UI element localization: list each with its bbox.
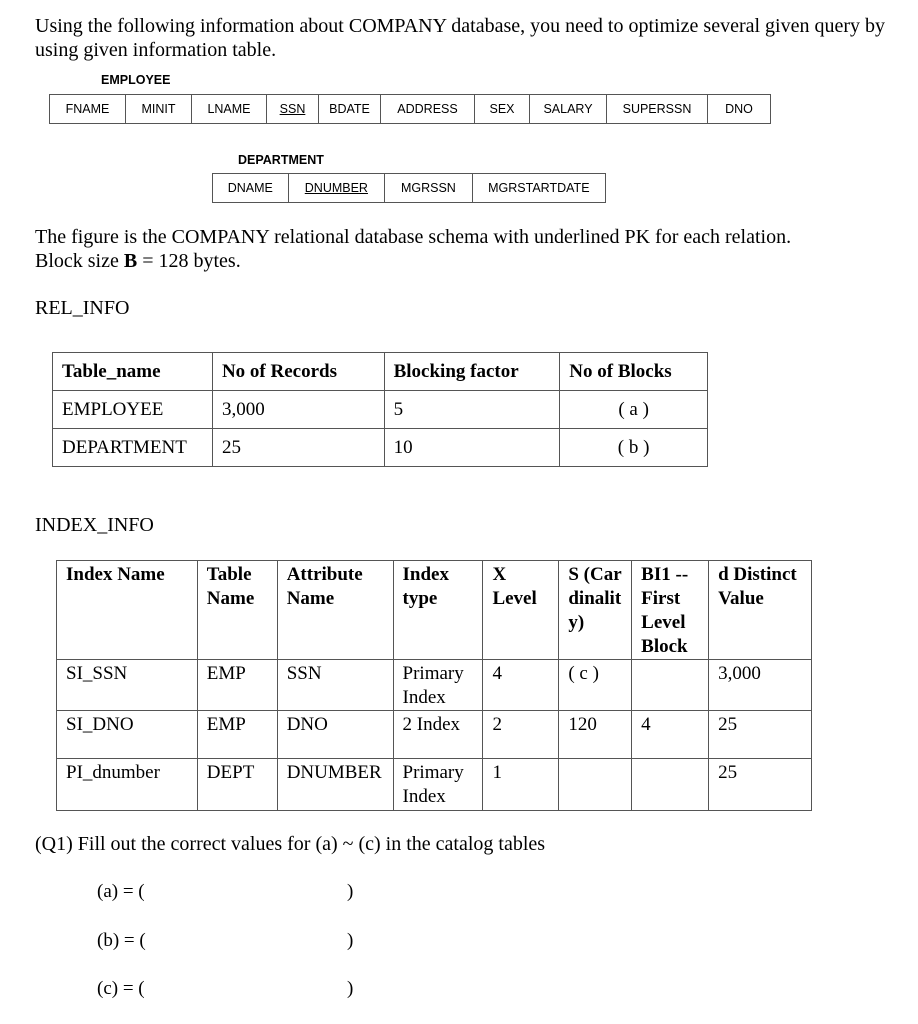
table-cell: PI_dnumber xyxy=(57,759,198,811)
table-cell: 3,000 xyxy=(212,391,384,429)
table-cell: 120 xyxy=(559,711,632,759)
table-cell: DEPARTMENT xyxy=(53,429,213,467)
block-size-symbol: B xyxy=(123,250,138,272)
header-cell: Table_name xyxy=(53,353,213,391)
header-cell: No of Records xyxy=(212,353,384,391)
table-row xyxy=(53,391,708,429)
table-cell: 2 Index xyxy=(393,711,483,759)
table-cell: 3,000 xyxy=(709,660,812,711)
answer-b-label: (b) = ( xyxy=(97,930,146,951)
table-cell: 1 xyxy=(483,759,559,811)
rel-info-table xyxy=(52,352,708,467)
employee-col-sex: SEX xyxy=(475,95,530,123)
table-cell: EMP xyxy=(197,660,277,711)
table-cell: DNUMBER xyxy=(277,759,393,811)
header-cell: BI1 -- First Level Block xyxy=(632,561,709,660)
table-cell: DNO xyxy=(277,711,393,759)
employee-col-salary: SALARY xyxy=(530,95,607,123)
table-cell: 5 xyxy=(384,391,560,429)
table-cell: 10 xyxy=(384,429,560,467)
question-text: (Q1) Fill out the correct values for (a) ~ (c) in the catalog tables xyxy=(35,833,546,855)
header-cell: Blocking factor xyxy=(384,353,560,391)
table-cell: SI_DNO xyxy=(57,711,198,759)
header-cell: Table Name xyxy=(197,561,277,660)
table-cell: 4 xyxy=(483,660,559,711)
department-col-mgrstartdate: MGRSTARTDATE xyxy=(488,181,590,195)
schema-caption-line: The figure is the COMPANY relational database schema with underlined PK for each relation. xyxy=(35,226,792,248)
department-col-dnumber: DNUMBER xyxy=(289,174,386,202)
table-cell: SSN xyxy=(277,660,393,711)
answer-b-close: ) xyxy=(347,930,354,951)
table-cell: 25 xyxy=(212,429,384,467)
table-cell: 4 xyxy=(632,711,709,759)
answer-c-label: (c) = ( xyxy=(97,978,145,999)
schema-caption xyxy=(35,225,895,273)
header-cell: S (Cardinality) xyxy=(559,561,632,660)
block-size-suffix: = 128 bytes. xyxy=(137,250,241,272)
header-cell: Attribute Name xyxy=(277,561,393,660)
blank-a: ( a ) xyxy=(560,391,708,429)
table-row xyxy=(57,660,812,711)
header-cell: d Distinct Value xyxy=(709,561,812,660)
table-row xyxy=(53,429,708,467)
rel-info-title: REL_INFO xyxy=(35,297,130,319)
block-size-line xyxy=(35,249,895,273)
header-cell: X Level xyxy=(483,561,559,660)
table-row xyxy=(57,759,812,811)
block-size-prefix: Block size xyxy=(35,250,124,272)
employee-col-superssn: SUPERSSN xyxy=(607,95,708,123)
header-cell: Index type xyxy=(393,561,483,660)
header-cell: Index Name xyxy=(57,561,198,660)
department-col-mgrssn: MGRSSN xyxy=(385,174,473,202)
employee-col-dno: DNO xyxy=(725,102,753,116)
table-cell xyxy=(559,759,632,811)
answer-a-label: (a) = ( xyxy=(97,881,145,902)
table-cell: 25 xyxy=(709,711,812,759)
table-cell: Primary Index xyxy=(393,660,483,711)
index-info-title: INDEX_INFO xyxy=(35,514,154,536)
table-header-row xyxy=(53,353,708,391)
employee-schema-label: EMPLOYEE xyxy=(101,73,171,87)
table-header-row xyxy=(57,561,812,660)
table-cell: Primary Index xyxy=(393,759,483,811)
answer-a-close: ) xyxy=(347,881,354,902)
answer-c-close: ) xyxy=(347,978,354,999)
table-row xyxy=(57,711,812,759)
employee-col-bdate: BDATE xyxy=(319,95,381,123)
employee-schema xyxy=(49,94,771,124)
employee-col-fname: FNAME xyxy=(50,95,126,123)
employee-col-lname: LNAME xyxy=(192,95,267,123)
employee-col-address: ADDRESS xyxy=(381,95,475,123)
table-cell: EMP xyxy=(197,711,277,759)
employee-col-ssn: SSN xyxy=(267,95,319,123)
blank-b: ( b ) xyxy=(560,429,708,467)
table-cell: EMPLOYEE xyxy=(53,391,213,429)
header-cell: No of Blocks xyxy=(560,353,708,391)
table-cell: SI_SSN xyxy=(57,660,198,711)
department-col-dname: DNAME xyxy=(213,174,289,202)
employee-col-minit: MINIT xyxy=(126,95,192,123)
blank-c: ( c ) xyxy=(559,660,632,711)
department-schema-label: DEPARTMENT xyxy=(238,153,324,167)
table-cell: 25 xyxy=(709,759,812,811)
intro-text: Using the following information about COMPANY database, you need to optimize several given query by using given information table. xyxy=(35,15,886,61)
index-info-table xyxy=(56,560,812,811)
table-cell xyxy=(632,759,709,811)
table-cell xyxy=(632,660,709,711)
department-schema xyxy=(212,173,606,203)
table-cell: DEPT xyxy=(197,759,277,811)
table-cell: 2 xyxy=(483,711,559,759)
